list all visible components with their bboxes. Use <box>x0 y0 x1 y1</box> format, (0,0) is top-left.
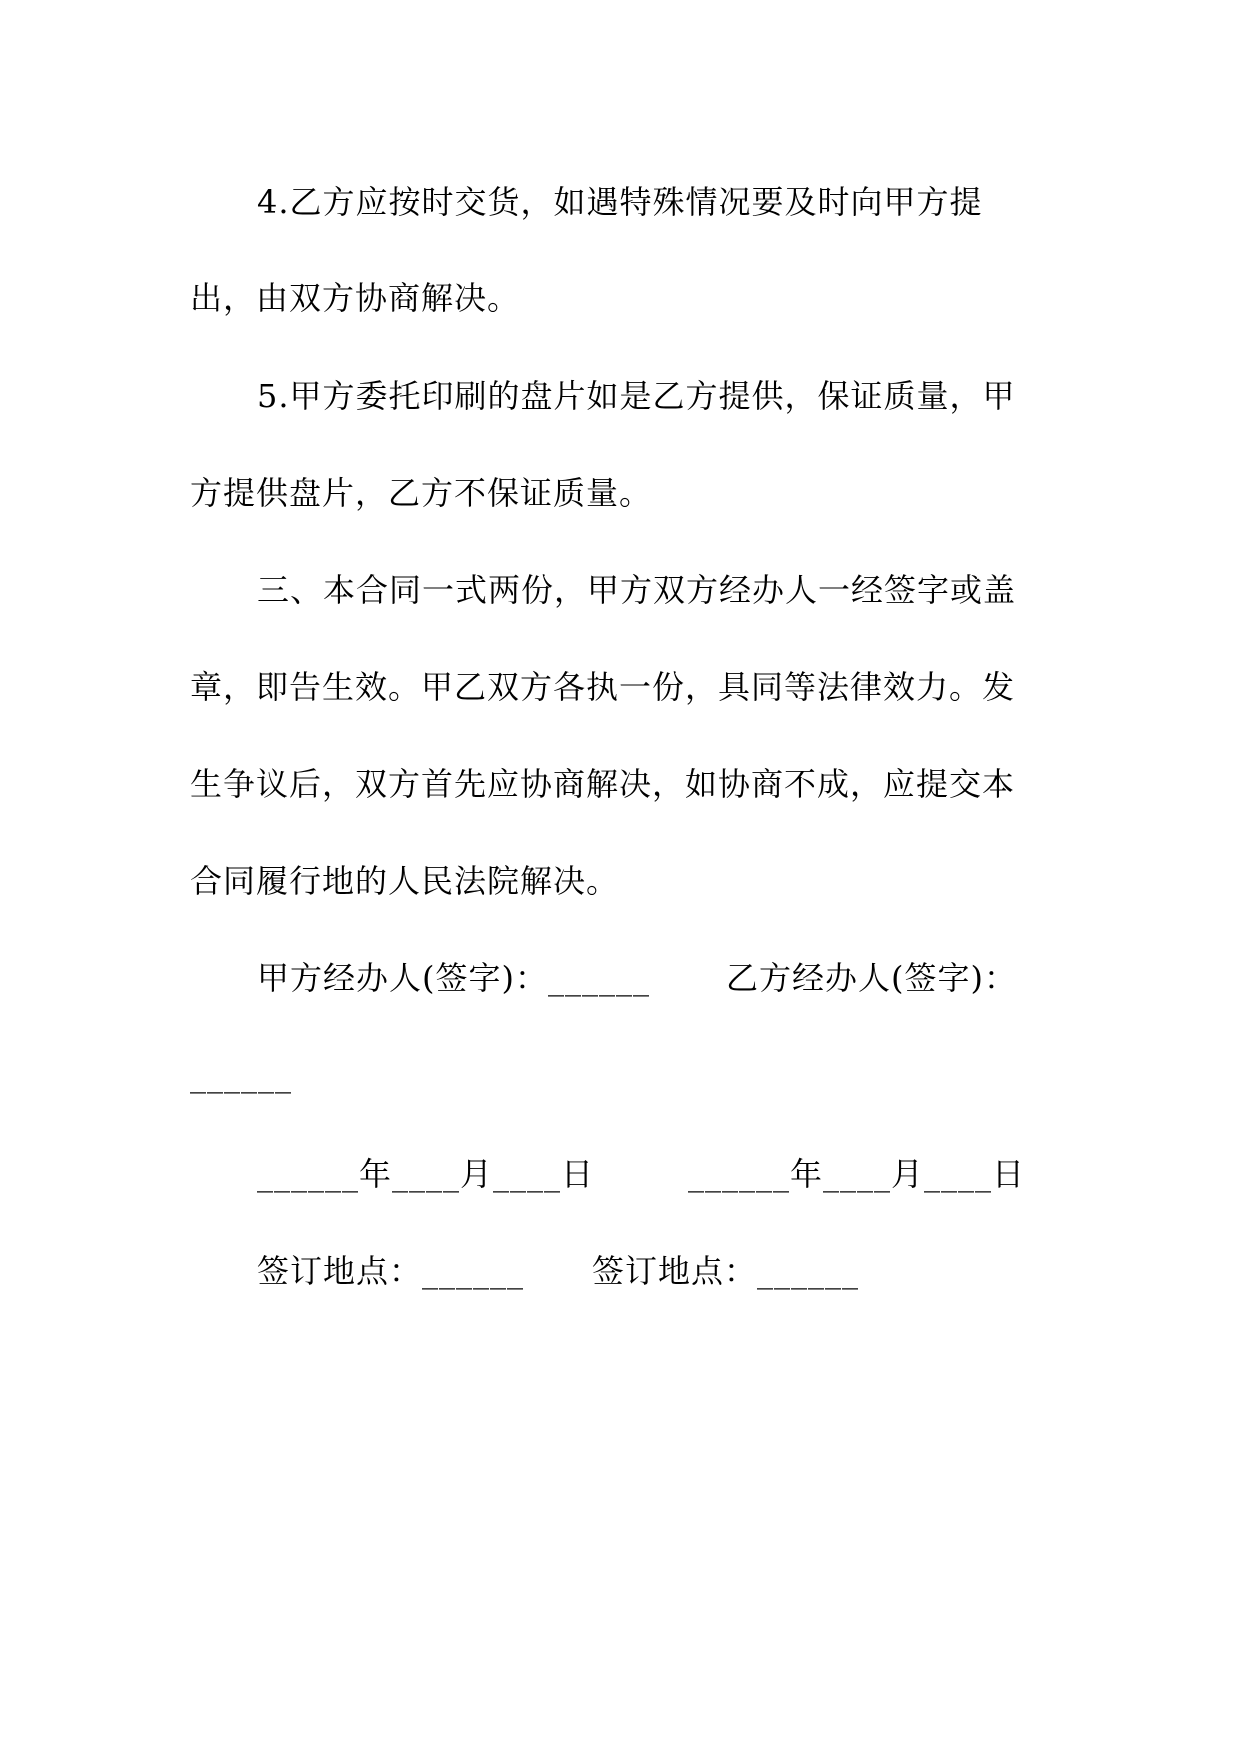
section-3-line-2: 章，即告生效。甲乙双方各执一份，具同等法律效力。发 <box>190 668 1016 706</box>
party-a-date-field: ______年____月____日 <box>257 1155 595 1193</box>
party-a-place-field: 签订地点：______ <box>257 1252 525 1290</box>
party-a-signer-field: 甲方经办人(签字)：______ <box>257 959 650 997</box>
party-b-signer-field: 乙方经办人(签字)： <box>726 959 1017 997</box>
party-b-place-field: 签订地点：______ <box>592 1252 860 1290</box>
section-3-line-4: 合同履行地的人民法院解决。 <box>190 862 620 900</box>
section-3-line-1: 三、本合同一式两份，甲方双方经办人一经签字或盖 <box>257 571 1017 609</box>
party-b-signer-blank: ______ <box>190 1056 292 1094</box>
clause-5-line-2: 方提供盘片，乙方不保证质量。 <box>190 474 653 512</box>
clause-4-line-1: 4.乙方应按时交货，如遇特殊情况要及时向甲方提 <box>257 183 983 221</box>
party-b-date-field: ______年____月____日 <box>688 1155 1026 1193</box>
clause-5-line-1: 5.甲方委托印刷的盘片如是乙方提供，保证质量，甲 <box>257 377 1016 415</box>
section-3-line-3: 生争议后，双方首先应协商解决，如协商不成，应提交本 <box>190 765 1016 803</box>
clause-4-line-2: 出，由双方协商解决。 <box>190 279 521 317</box>
